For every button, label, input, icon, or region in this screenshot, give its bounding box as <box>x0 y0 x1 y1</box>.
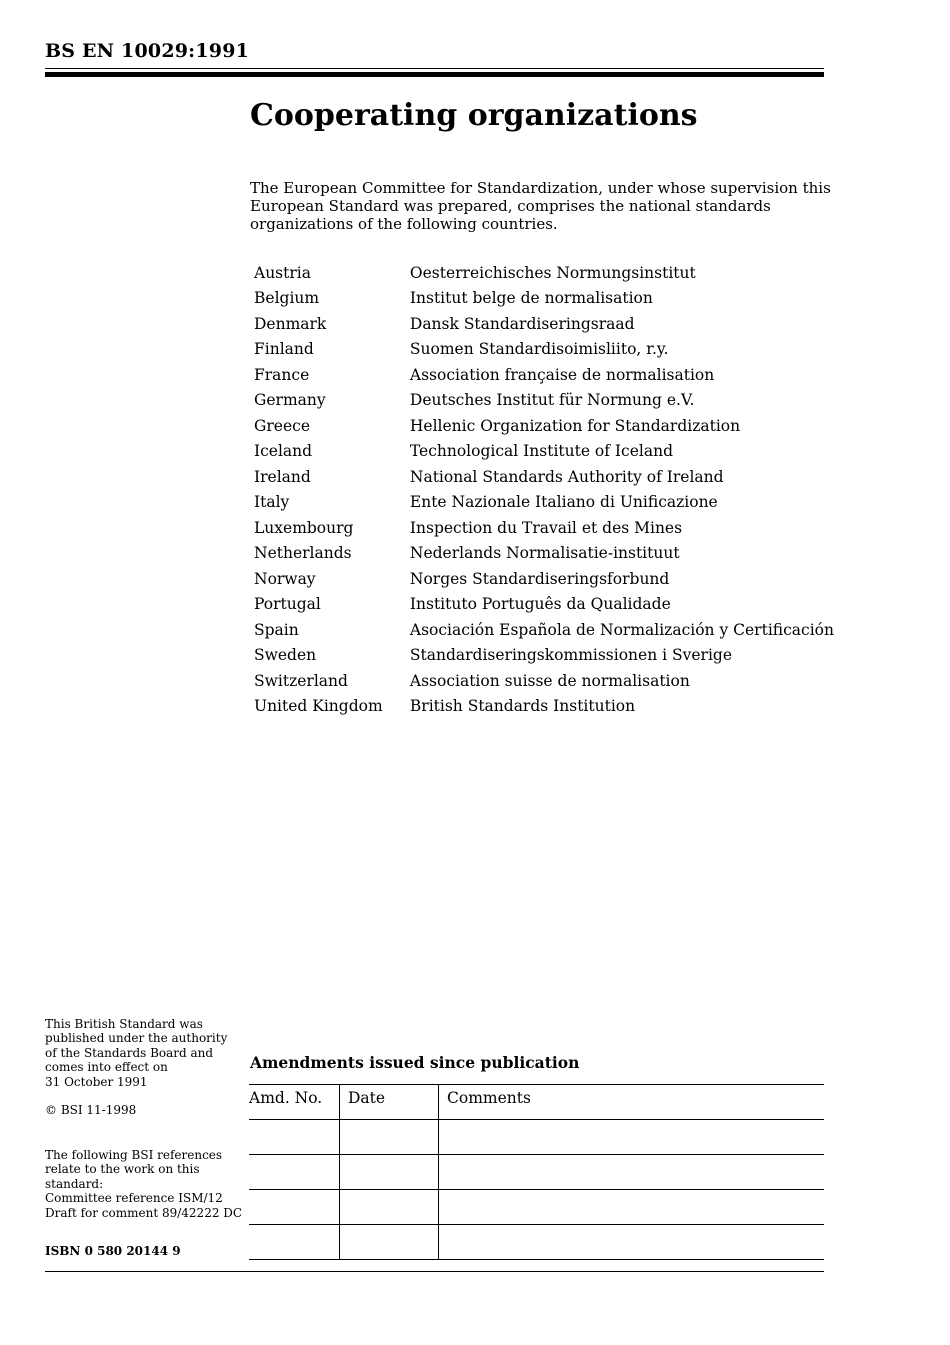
document-code: BS EN 10029:1991 <box>45 40 250 62</box>
amendments-header-row <box>249 1085 824 1120</box>
organization-name: Ente Nazionale Italiano di Unificazione <box>409 493 718 512</box>
amd-no-cell <box>249 1190 340 1225</box>
member-organizations-body <box>254 260 834 719</box>
header-rule-thick <box>45 72 824 77</box>
table-row <box>254 439 834 465</box>
references-line: Draft for comment 89/42222 DC <box>45 1205 243 1220</box>
date-cell <box>340 1190 439 1225</box>
references-line: Committee reference ISM/12 <box>45 1191 223 1206</box>
footer-rule <box>45 1271 824 1272</box>
table-row <box>254 260 834 286</box>
table-row <box>254 413 834 439</box>
comments-cell <box>439 1155 825 1190</box>
country-name: Italy <box>254 493 290 512</box>
organization-name: Asociación Española de Normalización y Certificación <box>409 620 834 639</box>
copyright-note <box>45 1103 245 1117</box>
publication-line: published under the authority <box>45 1031 228 1046</box>
copyright-text: © BSI 11-1998 <box>45 1103 137 1117</box>
amendments-body <box>249 1120 824 1260</box>
organization-name: British Standards Institution <box>409 697 636 716</box>
amd-no-cell <box>249 1155 340 1190</box>
organization-name: Institut belge de normalisation <box>409 289 653 308</box>
date-cell <box>340 1120 439 1155</box>
table-row <box>254 643 834 669</box>
references-line: standard: <box>45 1176 104 1191</box>
table-row <box>254 515 834 541</box>
country-name: Spain <box>254 620 299 639</box>
date-cell <box>340 1155 439 1190</box>
country-name: Germany <box>254 391 326 410</box>
column-header-date: Date <box>340 1085 439 1120</box>
country-name: Luxembourg <box>254 518 354 537</box>
amendment-row <box>249 1225 824 1260</box>
country-name: Greece <box>254 416 310 435</box>
publication-line: This British Standard was <box>45 1017 203 1031</box>
country-name: Finland <box>254 340 314 359</box>
comments-cell <box>439 1225 825 1260</box>
country-name: Sweden <box>254 646 317 665</box>
table-row <box>254 464 834 490</box>
organization-name: Suomen Standardisoimisliito, r.y. <box>409 340 669 359</box>
isbn: ISBN 0 580 20144 9 <box>45 1244 181 1258</box>
country-name: France <box>254 365 310 384</box>
organization-name: Dansk Standardiseringsraad <box>409 314 635 333</box>
table-row <box>254 566 834 592</box>
table-row <box>254 617 834 643</box>
table-row <box>254 337 834 363</box>
country-name: Netherlands <box>254 544 352 563</box>
country-name: Iceland <box>254 442 313 461</box>
publication-note <box>45 1017 245 1089</box>
country-name: Austria <box>254 263 311 282</box>
organization-name: Inspection du Travail et des Mines <box>409 518 683 537</box>
publication-line: of the Standards Board and <box>45 1045 214 1060</box>
amendment-row <box>249 1190 824 1225</box>
country-name: Ireland <box>254 467 311 486</box>
country-name: Denmark <box>254 314 327 333</box>
comments-cell <box>439 1190 825 1225</box>
column-header-amd-no: Amd. No. <box>249 1085 340 1120</box>
amd-no-cell <box>249 1120 340 1155</box>
organization-name: Instituto Português da Qualidade <box>409 595 671 614</box>
table-row <box>254 592 834 618</box>
references-line: The following BSI references <box>45 1148 223 1162</box>
organization-name: Hellenic Organization for Standardization <box>409 416 741 435</box>
table-row <box>254 311 834 337</box>
amendment-row <box>249 1120 824 1155</box>
intro-paragraph: The European Committee for Standardization, under whose supervision this European Standard was prepared, comprises the national standards organizations of the following countries. <box>250 179 831 233</box>
organization-name: Oesterreichisches Normungsinstitut <box>409 263 696 282</box>
organization-name: Nederlands Normalisatie-instituut <box>409 544 680 563</box>
publication-line: 31 October 1991 <box>45 1074 148 1089</box>
country-name: Portugal <box>254 595 321 614</box>
organization-name: Technological Institute of Iceland <box>409 442 674 461</box>
amd-no-cell <box>249 1225 340 1260</box>
publication-line: comes into effect on <box>45 1060 168 1075</box>
organization-name: Deutsches Institut für Normung e.V. <box>409 391 695 410</box>
table-row <box>254 490 834 516</box>
header-rule-thin <box>45 68 824 69</box>
country-name: United Kingdom <box>254 697 383 716</box>
organization-name: National Standards Authority of Ireland <box>409 467 724 486</box>
table-row <box>254 541 834 567</box>
country-name: Belgium <box>254 289 320 308</box>
table-row <box>254 694 834 720</box>
country-name: Norway <box>254 569 316 588</box>
table-row <box>254 286 834 312</box>
organization-name: Standardiseringskommissionen i Sverige <box>409 646 732 665</box>
organization-name: Association suisse de normalisation <box>409 671 690 690</box>
references-note <box>45 1148 245 1220</box>
references-line: relate to the work on this <box>45 1162 200 1177</box>
organization-name: Norges Standardiseringsforbund <box>409 569 670 588</box>
table-row <box>254 362 834 388</box>
amendments-table <box>249 1084 824 1260</box>
page-title: Cooperating organizations <box>250 98 698 133</box>
country-name: Switzerland <box>254 671 348 690</box>
amendment-row <box>249 1155 824 1190</box>
comments-cell <box>439 1120 825 1155</box>
table-row <box>254 668 834 694</box>
column-header-comments: Comments <box>439 1085 825 1120</box>
table-row <box>254 388 834 414</box>
date-cell <box>340 1225 439 1260</box>
amendments-heading: Amendments issued since publication <box>250 1053 580 1072</box>
member-organizations-table <box>254 260 834 719</box>
organization-name: Association française de normalisation <box>409 365 715 384</box>
